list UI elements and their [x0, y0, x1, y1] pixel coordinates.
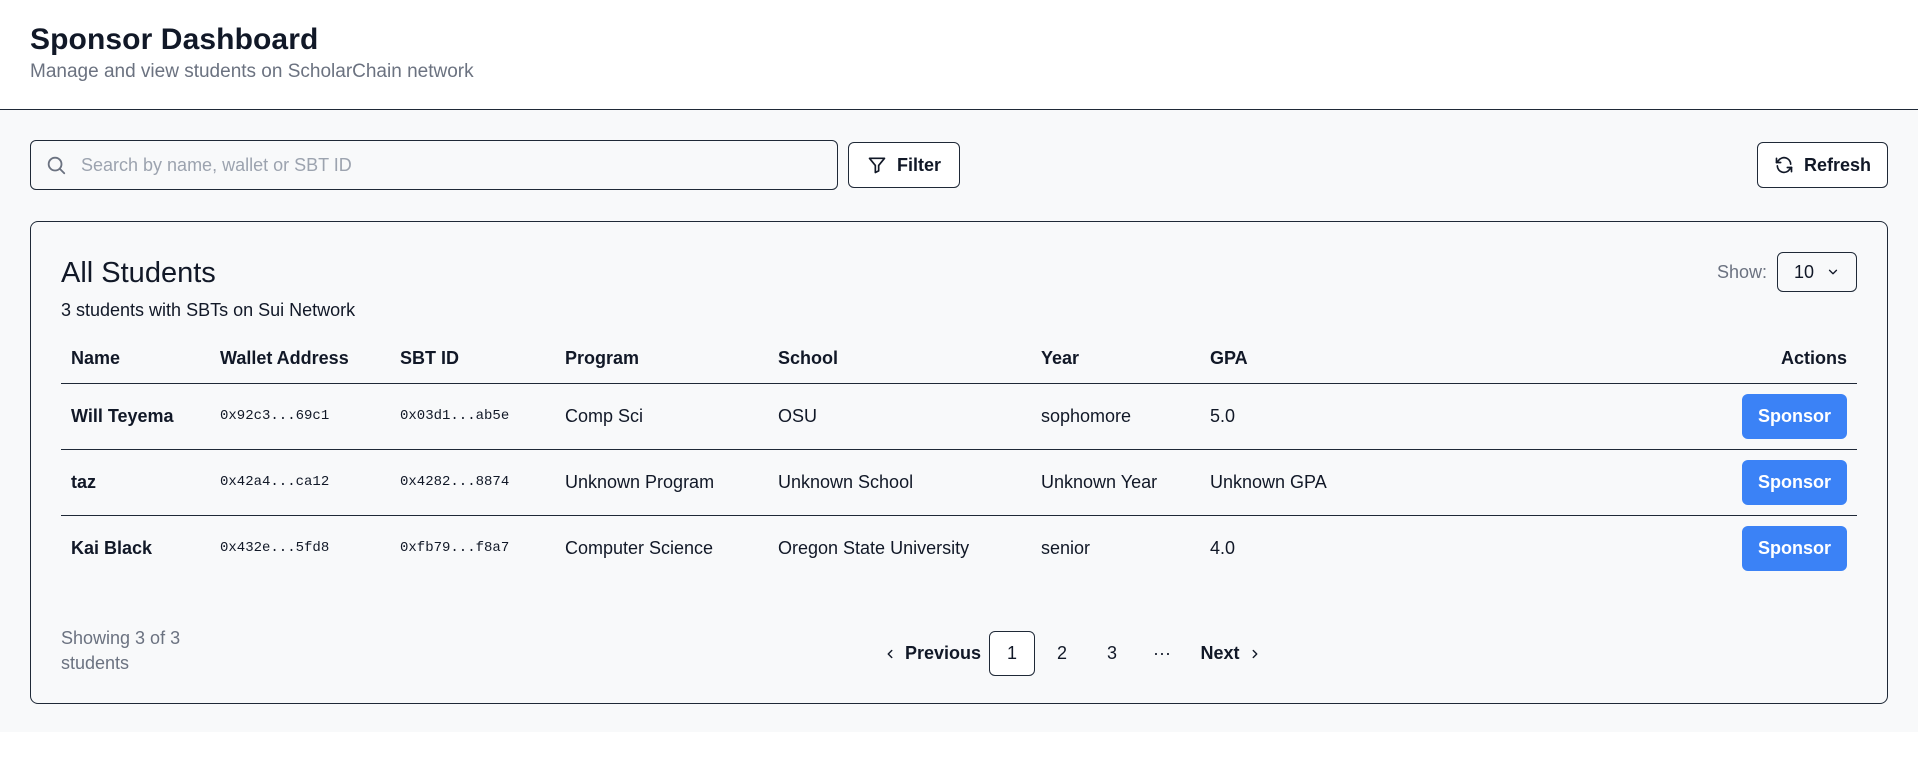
page-header — [0, 0, 1918, 110]
column-header-program[interactable]: Program — [555, 335, 768, 383]
filter-button[interactable] — [848, 142, 960, 188]
student-name: Kai Black — [71, 537, 153, 558]
column-header-wallet[interactable]: Wallet Address — [210, 335, 390, 383]
showing-count: Showing 3 of 3 students — [61, 628, 181, 673]
page-size-value: 10 — [1793, 261, 1815, 282]
table-header-row — [61, 335, 1857, 383]
column-header-sbt[interactable]: SBT ID — [390, 335, 555, 383]
chevron-down-icon — [1826, 265, 1840, 279]
sbt-id: 0x4282...8874 — [390, 449, 555, 515]
refresh-button[interactable] — [1757, 142, 1888, 188]
gpa: Unknown GPA — [1200, 449, 1370, 515]
actions-cell — [1370, 383, 1857, 449]
filter-label: Filter — [896, 154, 941, 175]
page-size-select[interactable] — [1777, 252, 1857, 292]
more-pages-ellipsis: ··· — [1153, 643, 1171, 663]
column-header-gpa[interactable]: GPA — [1200, 335, 1370, 383]
pagination — [879, 631, 1271, 676]
sbt-id: 0xfb79...f8a7 — [400, 540, 510, 557]
wallet-address: 0x42a4...ca12 — [210, 449, 390, 515]
gpa: 4.0 — [1210, 537, 1236, 558]
students-table — [61, 335, 1857, 581]
program: Computer Science — [565, 537, 714, 558]
previous-page-button[interactable] — [879, 631, 985, 676]
year: sophomore — [1031, 383, 1200, 449]
search-input[interactable] — [81, 155, 781, 176]
main-content — [0, 110, 1918, 732]
column-header-year[interactable]: Year — [1031, 335, 1200, 383]
student-name: Will Teyema — [61, 383, 210, 449]
table-row[interactable] — [61, 515, 1857, 581]
search-icon — [45, 154, 67, 176]
card-subtitle: 3 students with SBTs on Sui Network — [61, 300, 356, 320]
sponsor-button[interactable]: Sponsor — [1742, 526, 1847, 571]
page-size-control — [1717, 252, 1857, 292]
school: OSU — [768, 383, 1031, 449]
program: Unknown Program — [555, 449, 768, 515]
sbt-id: 0x03d1...ab5e — [390, 383, 555, 449]
refresh-icon — [1774, 155, 1794, 175]
sponsor-button[interactable]: Sponsor — [1742, 460, 1847, 505]
year: senior — [1041, 537, 1091, 558]
page-button-3[interactable]: 3 — [1106, 643, 1117, 663]
table-row[interactable] — [61, 449, 1857, 515]
actions-cell — [1370, 515, 1857, 581]
next-page-button[interactable] — [1191, 631, 1271, 676]
card-header — [61, 252, 1857, 321]
student-name: taz — [61, 449, 210, 515]
students-card — [30, 221, 1888, 704]
table-footer — [61, 626, 1857, 676]
card-title: All Students — [61, 257, 216, 289]
column-header-actions: Actions — [1370, 335, 1857, 383]
toolbar — [30, 140, 1888, 190]
chevron-right-icon — [1248, 647, 1262, 661]
column-header-name[interactable]: Name — [61, 335, 210, 383]
show-label: Show: — [1716, 261, 1767, 282]
refresh-label: Refresh — [1803, 154, 1872, 175]
search-box[interactable] — [30, 140, 838, 190]
next-label: Next — [1200, 643, 1240, 663]
program: Comp Sci — [555, 383, 768, 449]
school: Oregon State University — [778, 537, 970, 558]
previous-label: Previous — [904, 643, 982, 663]
school: Unknown School — [768, 449, 1031, 515]
sponsor-button[interactable]: Sponsor — [1742, 394, 1847, 439]
wallet-address: 0x432e...5fd8 — [220, 540, 330, 557]
page-subtitle: Manage and view students on ScholarChain network — [30, 61, 474, 82]
table-row[interactable] — [61, 383, 1857, 449]
gpa: 5.0 — [1200, 383, 1370, 449]
year: Unknown Year — [1031, 449, 1200, 515]
filter-icon — [867, 155, 887, 175]
page-button-1[interactable]: 1 — [989, 631, 1035, 676]
chevron-left-icon — [883, 647, 897, 661]
actions-cell — [1370, 449, 1857, 515]
page-title: Sponsor Dashboard — [30, 23, 319, 56]
wallet-address: 0x92c3...69c1 — [210, 383, 390, 449]
column-header-school[interactable]: School — [768, 335, 1031, 383]
page-button-2[interactable]: 2 — [1056, 643, 1067, 663]
